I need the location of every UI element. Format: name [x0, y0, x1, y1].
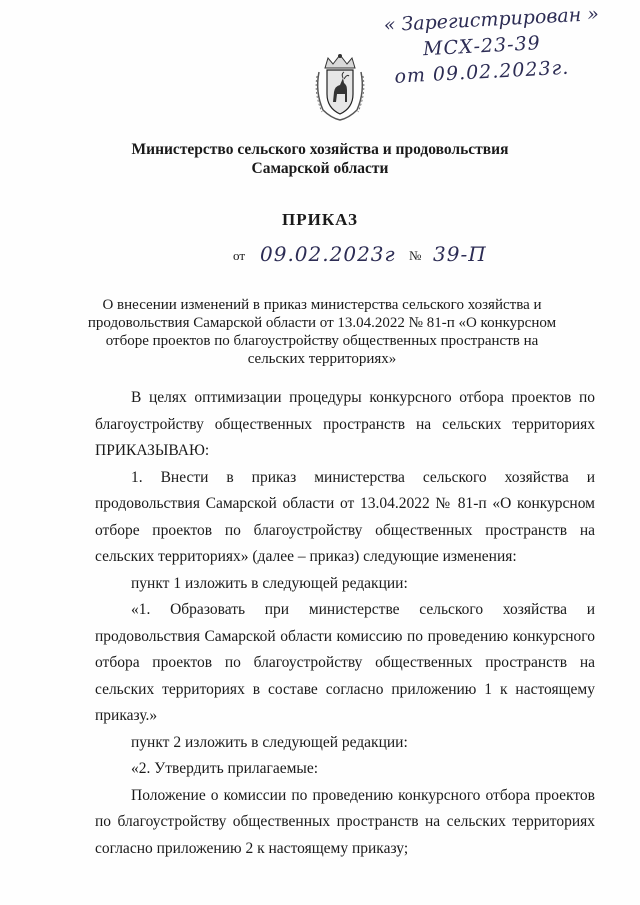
- stamp-line-3: от 09.02.2023г.: [393, 56, 570, 88]
- coat-of-arms-icon: [313, 52, 367, 122]
- stamp-line-1: « Зарегистрирован »: [383, 3, 600, 37]
- date-prefix: от: [233, 248, 246, 263]
- order-number: 39-П: [433, 242, 487, 266]
- paragraph-regulation: Положение о комиссии по проведению конкурсного отбора проектов по благоустройству общественных пространств на сельских территориях согласно приложению 2 к настоящему приказу;: [95, 786, 595, 857]
- document-title: ПРИКАЗ: [282, 210, 358, 229]
- org-line-1: Министерство сельского хозяйства и продовольствия: [131, 141, 509, 158]
- stamp-line-2: МСХ-23-39: [422, 32, 542, 61]
- order-dateline: [233, 242, 533, 266]
- paragraph-point-2-text: «2. Утвердить прилагаемые:: [131, 760, 319, 777]
- order-body: [95, 385, 595, 862]
- paragraph-point-1-intro: пункт 1 изложить в следующей редакции:: [131, 574, 408, 592]
- organization-name: [0, 140, 640, 178]
- order-subject: О внесении изменений в приказ министерства сельского хозяйства и продовольствия Самарской области от 13.04.2022 № 81-п «О конкурсном отборе проектов по благоустройству общественных пространств на сельских территориях»: [87, 297, 557, 367]
- paragraph-preamble: В целях оптимизации процедуры конкурсного отбора проектов по благоустройству общественных пространств на сельских территориях ПРИКАЗЫВАЮ:: [95, 389, 595, 459]
- paragraph-point-1-text: «1. Образовать при министерстве сельского хозяйства и продовольствия Самарской области комиссию по проведению конкурсного отбора проектов по благоустройству общественных пространств на сельских территориях в составе согласно приложению 1 к настоящему приказу.»: [95, 601, 595, 724]
- org-line-2: Самарской области: [251, 160, 389, 177]
- order-date: 09.02.2023г: [260, 242, 396, 266]
- registration-stamp: [383, 0, 627, 90]
- paragraph-point-2-intro: пункт 2 изложить в следующей редакции:: [131, 733, 408, 751]
- paragraph-item-1: 1. Внести в приказ министерства сельского хозяйства и продовольствия Самарской области от 13.04.2022 № 81-п «О конкурсном отборе проектов по благоустройству общественных пространств на сельских территориях» (далее – приказ) следующие изменения:: [95, 468, 595, 565]
- number-prefix: №: [409, 248, 422, 263]
